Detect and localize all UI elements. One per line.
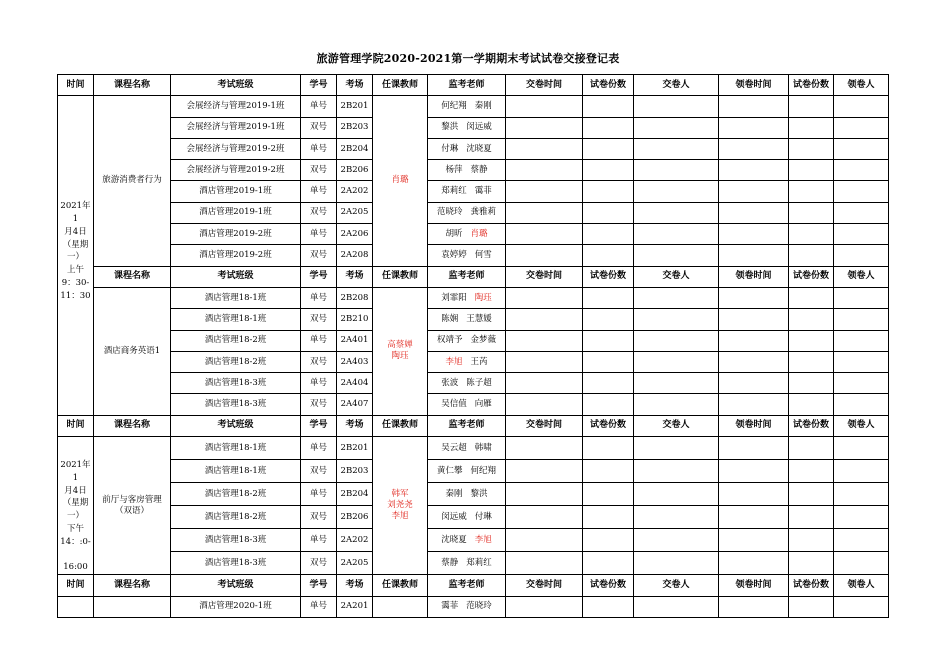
- submit-copies-cell[interactable]: [583, 117, 634, 138]
- collector-cell[interactable]: [834, 202, 889, 223]
- submit-copies-cell[interactable]: [583, 245, 634, 266]
- collect-time-cell[interactable]: [719, 460, 789, 483]
- collect-time-cell[interactable]: [719, 373, 789, 394]
- column-header: 领卷时间: [719, 75, 789, 96]
- exam-room-cell: 2A205: [337, 202, 373, 223]
- header-row: [58, 266, 889, 287]
- submit-time-cell[interactable]: [506, 506, 583, 529]
- collector-cell[interactable]: [834, 181, 889, 202]
- exam-class-cell: 酒店管理2020-1班: [171, 596, 301, 617]
- collector-cell[interactable]: [834, 529, 889, 552]
- collect-time-cell[interactable]: [719, 202, 789, 223]
- collector-cell[interactable]: [834, 330, 889, 351]
- submit-copies-cell[interactable]: [583, 160, 634, 181]
- table-row: [58, 460, 889, 483]
- exam-class-cell: 酒店管理18-2班: [171, 330, 301, 351]
- table-row: [58, 596, 889, 617]
- column-header: 考场: [337, 415, 373, 436]
- submit-time-cell[interactable]: [506, 287, 583, 308]
- submit-time-cell[interactable]: [506, 224, 583, 245]
- submit-copies-cell[interactable]: [583, 460, 634, 483]
- student-id-parity-cell: 单号: [301, 373, 337, 394]
- exam-room-cell: 2A208: [337, 245, 373, 266]
- submit-copies-cell[interactable]: [583, 483, 634, 506]
- collector-cell[interactable]: [834, 506, 889, 529]
- collect-time-cell[interactable]: [719, 181, 789, 202]
- submitter-cell[interactable]: [634, 596, 719, 617]
- column-header: 领卷人: [834, 266, 889, 287]
- exam-room-cell: 2A403: [337, 351, 373, 372]
- collect-time-cell[interactable]: [719, 330, 789, 351]
- collect-time-cell[interactable]: [719, 287, 789, 308]
- exam-class-cell: 酒店管理2019-2班: [171, 224, 301, 245]
- proctor-cell: 权靖予 金梦薇: [428, 330, 506, 351]
- collect-copies-cell[interactable]: [789, 160, 834, 181]
- column-header: 试卷份数: [789, 415, 834, 436]
- submit-time-cell[interactable]: [506, 202, 583, 223]
- collect-copies-cell[interactable]: [789, 351, 834, 372]
- collect-copies-cell[interactable]: [789, 245, 834, 266]
- column-header: 任课教师: [373, 415, 428, 436]
- exam-class-cell: 会展经济与管理2019-1班: [171, 96, 301, 117]
- exam-room-cell: 2B201: [337, 437, 373, 460]
- exam-room-cell: 2A407: [337, 394, 373, 415]
- collect-copies-cell[interactable]: [789, 330, 834, 351]
- exam-class-cell: 酒店管理18-1班: [171, 287, 301, 308]
- submit-copies-cell[interactable]: [583, 287, 634, 308]
- collector-cell[interactable]: [834, 224, 889, 245]
- submit-time-cell[interactable]: [506, 96, 583, 117]
- submit-copies-cell[interactable]: [583, 224, 634, 245]
- table-row: [58, 351, 889, 372]
- column-header: 课程名称: [94, 75, 171, 96]
- collect-copies-cell[interactable]: [789, 596, 834, 617]
- submit-copies-cell[interactable]: [583, 138, 634, 159]
- collect-time-cell[interactable]: [719, 394, 789, 415]
- course-name-cell: 旅游消费者行为: [94, 96, 171, 266]
- submitter-cell[interactable]: [634, 529, 719, 552]
- course-name-cell: 酒店商务英语1: [94, 287, 171, 415]
- exam-class-cell: 酒店管理18-3班: [171, 552, 301, 575]
- collect-copies-cell[interactable]: [789, 309, 834, 330]
- column-header: 交卷时间: [506, 415, 583, 436]
- collect-time-cell[interactable]: [719, 529, 789, 552]
- collector-cell[interactable]: [834, 287, 889, 308]
- column-header: 任课教师: [373, 266, 428, 287]
- course-name-cell: 前厅与客房管理 （双语）: [94, 437, 171, 575]
- submitter-cell[interactable]: [634, 373, 719, 394]
- column-header: 试卷份数: [583, 266, 634, 287]
- submitter-cell[interactable]: [634, 552, 719, 575]
- column-header: 交卷时间: [506, 75, 583, 96]
- submit-copies-cell[interactable]: [583, 309, 634, 330]
- exam-class-cell: 会展经济与管理2019-2班: [171, 160, 301, 181]
- proctor-cell: 郑莉红 霭菲: [428, 181, 506, 202]
- column-header: 交卷人: [634, 266, 719, 287]
- column-header: 考场: [337, 266, 373, 287]
- student-id-parity-cell: 双号: [301, 160, 337, 181]
- table-row: [58, 309, 889, 330]
- student-id-parity-cell: 双号: [301, 351, 337, 372]
- collector-cell[interactable]: [834, 596, 889, 617]
- proctor-cell: 何纪翔 秦刚: [428, 96, 506, 117]
- submit-copies-cell[interactable]: [583, 596, 634, 617]
- column-header: 考试班级: [171, 415, 301, 436]
- exam-room-cell: 2A404: [337, 373, 373, 394]
- exam-room-cell: 2B203: [337, 460, 373, 483]
- submit-copies-cell[interactable]: [583, 181, 634, 202]
- header-row: [58, 575, 889, 596]
- instructor-cell: [373, 596, 428, 617]
- column-header: 试卷份数: [789, 266, 834, 287]
- exam-room-cell: 2B203: [337, 117, 373, 138]
- column-header: 考试班级: [171, 75, 301, 96]
- column-header: 交卷时间: [506, 575, 583, 596]
- student-id-parity-cell: 单号: [301, 224, 337, 245]
- collect-copies-cell[interactable]: [789, 373, 834, 394]
- student-id-parity-cell: 双号: [301, 552, 337, 575]
- table-row: [58, 287, 889, 308]
- collector-cell[interactable]: [834, 483, 889, 506]
- proctor-cell: 胡昕 肖璐: [428, 224, 506, 245]
- collect-copies-cell[interactable]: [789, 394, 834, 415]
- column-header: 时间: [58, 415, 94, 436]
- collect-copies-cell[interactable]: [789, 202, 834, 223]
- submit-copies-cell[interactable]: [583, 552, 634, 575]
- column-header: 课程名称: [94, 266, 171, 287]
- column-header: 任课教师: [373, 575, 428, 596]
- collect-copies-cell[interactable]: [789, 181, 834, 202]
- exam-class-cell: 酒店管理18-3班: [171, 373, 301, 394]
- exam-room-cell: 2B206: [337, 506, 373, 529]
- table-row: [58, 160, 889, 181]
- collector-cell[interactable]: [834, 245, 889, 266]
- submit-time-cell[interactable]: [506, 483, 583, 506]
- submitter-cell[interactable]: [634, 287, 719, 308]
- table-row: [58, 437, 889, 460]
- column-header: 课程名称: [94, 415, 171, 436]
- column-header: 试卷份数: [789, 575, 834, 596]
- submit-copies-cell[interactable]: [583, 529, 634, 552]
- submitter-cell[interactable]: [634, 330, 719, 351]
- exam-handover-table: [57, 74, 889, 618]
- collect-copies-cell[interactable]: [789, 506, 834, 529]
- collect-copies-cell[interactable]: [789, 287, 834, 308]
- submit-time-cell[interactable]: [506, 373, 583, 394]
- exam-room-cell: 2B204: [337, 483, 373, 506]
- submitter-cell[interactable]: [634, 437, 719, 460]
- collect-time-cell[interactable]: [719, 552, 789, 575]
- collect-time-cell[interactable]: [719, 117, 789, 138]
- column-header: 领卷时间: [719, 575, 789, 596]
- student-id-parity-cell: 单号: [301, 437, 337, 460]
- collector-cell[interactable]: [834, 437, 889, 460]
- submitter-cell[interactable]: [634, 483, 719, 506]
- exam-class-cell: 酒店管理18-3班: [171, 394, 301, 415]
- student-id-parity-cell: 双号: [301, 117, 337, 138]
- submitter-cell[interactable]: [634, 506, 719, 529]
- collect-copies-cell[interactable]: [789, 483, 834, 506]
- submitter-cell[interactable]: [634, 309, 719, 330]
- proctor-cell: 刘霏阳 陶珏: [428, 287, 506, 308]
- table-row: [58, 202, 889, 223]
- exam-room-cell: 2B210: [337, 309, 373, 330]
- collect-copies-cell[interactable]: [789, 96, 834, 117]
- column-header: 试卷份数: [583, 415, 634, 436]
- collector-cell[interactable]: [834, 552, 889, 575]
- submitter-cell[interactable]: [634, 245, 719, 266]
- submit-copies-cell[interactable]: [583, 330, 634, 351]
- submit-time-cell[interactable]: [506, 117, 583, 138]
- column-header: 时间: [58, 575, 94, 596]
- student-id-parity-cell: 单号: [301, 596, 337, 617]
- collector-cell[interactable]: [834, 394, 889, 415]
- student-id-parity-cell: 双号: [301, 506, 337, 529]
- student-id-parity-cell: 单号: [301, 287, 337, 308]
- exam-class-cell: 酒店管理18-3班: [171, 529, 301, 552]
- exam-time-cell: [58, 596, 94, 617]
- student-id-parity-cell: 单号: [301, 96, 337, 117]
- column-header: 任课教师: [373, 75, 428, 96]
- submit-time-cell[interactable]: [506, 394, 583, 415]
- instructor-cell: 高蔡婵 陶珏: [373, 287, 428, 415]
- exam-class-cell: 酒店管理18-2班: [171, 506, 301, 529]
- collector-cell[interactable]: [834, 117, 889, 138]
- proctor-cell: 张波 陈子超: [428, 373, 506, 394]
- collect-time-cell[interactable]: [719, 224, 789, 245]
- proctor-cell: 杨萍 蔡静: [428, 160, 506, 181]
- instructor-cell: 韩军 刘尧尧 李旭: [373, 437, 428, 575]
- table-row: [58, 394, 889, 415]
- table-row: [58, 96, 889, 117]
- table-row: [58, 529, 889, 552]
- exam-class-cell: 酒店管理18-2班: [171, 483, 301, 506]
- submitter-cell[interactable]: [634, 117, 719, 138]
- table-row: [58, 330, 889, 351]
- student-id-parity-cell: 双号: [301, 394, 337, 415]
- student-id-parity-cell: 单号: [301, 529, 337, 552]
- collect-time-cell[interactable]: [719, 138, 789, 159]
- proctor-cell: 秦刚 黎洪: [428, 483, 506, 506]
- table-row: [58, 552, 889, 575]
- collect-copies-cell[interactable]: [789, 529, 834, 552]
- submit-time-cell[interactable]: [506, 309, 583, 330]
- exam-room-cell: 2A206: [337, 224, 373, 245]
- collect-time-cell[interactable]: [719, 506, 789, 529]
- submit-time-cell[interactable]: [506, 460, 583, 483]
- exam-class-cell: 酒店管理2019-1班: [171, 202, 301, 223]
- column-header: 学号: [301, 75, 337, 96]
- student-id-parity-cell: 单号: [301, 181, 337, 202]
- exam-class-cell: 酒店管理18-1班: [171, 309, 301, 330]
- collect-time-cell[interactable]: [719, 96, 789, 117]
- submit-time-cell[interactable]: [506, 330, 583, 351]
- table-row: [58, 245, 889, 266]
- column-header: 交卷时间: [506, 266, 583, 287]
- column-header: 监考老师: [428, 575, 506, 596]
- table-row: [58, 117, 889, 138]
- submit-time-cell[interactable]: [506, 160, 583, 181]
- collect-copies-cell[interactable]: [789, 552, 834, 575]
- submitter-cell[interactable]: [634, 181, 719, 202]
- column-header: 交卷人: [634, 75, 719, 96]
- collect-copies-cell[interactable]: [789, 460, 834, 483]
- column-header: 领卷时间: [719, 266, 789, 287]
- student-id-parity-cell: 双号: [301, 245, 337, 266]
- exam-time-cell: 2021年 1 月4日 （星期 一） 下午 14：:0- 16:00: [58, 437, 94, 575]
- collector-cell[interactable]: [834, 351, 889, 372]
- submit-time-cell[interactable]: [506, 529, 583, 552]
- column-header: 监考老师: [428, 75, 506, 96]
- submit-time-cell[interactable]: [506, 437, 583, 460]
- course-name-cell: [94, 596, 171, 617]
- column-header: 监考老师: [428, 415, 506, 436]
- column-header: 学号: [301, 415, 337, 436]
- exam-class-cell: 酒店管理2019-2班: [171, 245, 301, 266]
- collect-copies-cell[interactable]: [789, 224, 834, 245]
- table-row: [58, 224, 889, 245]
- column-header: 交卷人: [634, 575, 719, 596]
- proctor-cell: 沈晓夏 李旭: [428, 529, 506, 552]
- submitter-cell[interactable]: [634, 202, 719, 223]
- exam-room-cell: 2B204: [337, 138, 373, 159]
- submit-copies-cell[interactable]: [583, 506, 634, 529]
- collect-time-cell[interactable]: [719, 160, 789, 181]
- table-row: [58, 373, 889, 394]
- exam-class-cell: 酒店管理2019-1班: [171, 181, 301, 202]
- column-header: 领卷人: [834, 75, 889, 96]
- exam-class-cell: 酒店管理18-1班: [171, 460, 301, 483]
- student-id-parity-cell: 单号: [301, 138, 337, 159]
- exam-class-cell: 会展经济与管理2019-2班: [171, 138, 301, 159]
- exam-room-cell: 2A201: [337, 596, 373, 617]
- column-header: 考试班级: [171, 575, 301, 596]
- submit-time-cell[interactable]: [506, 245, 583, 266]
- proctor-cell: 黄仁攀 何纪翔: [428, 460, 506, 483]
- exam-room-cell: 2B201: [337, 96, 373, 117]
- column-header: 领卷人: [834, 415, 889, 436]
- collector-cell[interactable]: [834, 160, 889, 181]
- submitter-cell[interactable]: [634, 138, 719, 159]
- submitter-cell[interactable]: [634, 394, 719, 415]
- proctor-cell: 陈娴 王慧媛: [428, 309, 506, 330]
- column-header: 学号: [301, 266, 337, 287]
- submit-copies-cell[interactable]: [583, 394, 634, 415]
- exam-class-cell: 会展经济与管理2019-1班: [171, 117, 301, 138]
- proctor-cell: 吴云超 韩啸: [428, 437, 506, 460]
- submitter-cell[interactable]: [634, 96, 719, 117]
- exam-room-cell: 2A205: [337, 552, 373, 575]
- collector-cell[interactable]: [834, 309, 889, 330]
- exam-time-cell: 2021年 1 月4日 （星期 一） 上午 9：30- 11：30: [58, 96, 94, 415]
- table-row: [58, 483, 889, 506]
- student-id-parity-cell: 单号: [301, 330, 337, 351]
- collector-cell[interactable]: [834, 96, 889, 117]
- column-header: 课程名称: [94, 575, 171, 596]
- column-header: 交卷人: [634, 415, 719, 436]
- proctor-cell: 袁婷婷 何雪: [428, 245, 506, 266]
- submit-time-cell[interactable]: [506, 351, 583, 372]
- column-header: 试卷份数: [789, 75, 834, 96]
- submitter-cell[interactable]: [634, 224, 719, 245]
- column-header: 考场: [337, 575, 373, 596]
- column-header: 监考老师: [428, 266, 506, 287]
- exam-room-cell: 2B208: [337, 287, 373, 308]
- submit-time-cell[interactable]: [506, 138, 583, 159]
- collect-copies-cell[interactable]: [789, 437, 834, 460]
- exam-room-cell: 2A202: [337, 529, 373, 552]
- page-title: 旅游管理学院2020-2021第一学期期末考试试卷交接登记表: [316, 52, 620, 65]
- proctor-cell: 黎洪 闵远威: [428, 117, 506, 138]
- column-header: 试卷份数: [583, 575, 634, 596]
- exam-room-cell: 2B206: [337, 160, 373, 181]
- proctor-cell: 付琳 沈晓夏: [428, 138, 506, 159]
- table-row: [58, 138, 889, 159]
- collect-time-cell[interactable]: [719, 437, 789, 460]
- submit-copies-cell[interactable]: [583, 202, 634, 223]
- table-row: [58, 506, 889, 529]
- student-id-parity-cell: 单号: [301, 483, 337, 506]
- submitter-cell[interactable]: [634, 460, 719, 483]
- collect-time-cell[interactable]: [719, 309, 789, 330]
- submit-copies-cell[interactable]: [583, 351, 634, 372]
- column-header: 考场: [337, 75, 373, 96]
- collector-cell[interactable]: [834, 460, 889, 483]
- column-header: 领卷时间: [719, 415, 789, 436]
- collector-cell[interactable]: [834, 373, 889, 394]
- header-row: [58, 75, 889, 96]
- column-header: 考试班级: [171, 266, 301, 287]
- proctor-cell: 蔡静 郑莉红: [428, 552, 506, 575]
- submit-time-cell[interactable]: [506, 181, 583, 202]
- collect-copies-cell[interactable]: [789, 117, 834, 138]
- student-id-parity-cell: 双号: [301, 309, 337, 330]
- proctor-cell: 范晓玲 龚雅莉: [428, 202, 506, 223]
- header-row: [58, 415, 889, 436]
- exam-class-cell: 酒店管理18-1班: [171, 437, 301, 460]
- submit-time-cell[interactable]: [506, 552, 583, 575]
- submit-copies-cell[interactable]: [583, 373, 634, 394]
- proctor-cell: 李旭 王芮: [428, 351, 506, 372]
- collector-cell[interactable]: [834, 138, 889, 159]
- column-header: 领卷人: [834, 575, 889, 596]
- exam-room-cell: 2A401: [337, 330, 373, 351]
- proctor-cell: 吴信值 向雁: [428, 394, 506, 415]
- proctor-cell: 闵远威 付琳: [428, 506, 506, 529]
- submitter-cell[interactable]: [634, 160, 719, 181]
- column-header: 学号: [301, 575, 337, 596]
- submit-time-cell[interactable]: [506, 596, 583, 617]
- instructor-cell: 肖璐: [373, 96, 428, 266]
- collect-time-cell[interactable]: [719, 351, 789, 372]
- collect-time-cell[interactable]: [719, 483, 789, 506]
- table-row: [58, 181, 889, 202]
- column-header: 时间: [58, 75, 94, 96]
- exam-class-cell: 酒店管理18-2班: [171, 351, 301, 372]
- student-id-parity-cell: 双号: [301, 460, 337, 483]
- submit-copies-cell[interactable]: [583, 437, 634, 460]
- student-id-parity-cell: 双号: [301, 202, 337, 223]
- column-header: 试卷份数: [583, 75, 634, 96]
- submitter-cell[interactable]: [634, 351, 719, 372]
- proctor-cell: 霭菲 范晓玲: [428, 596, 506, 617]
- exam-room-cell: 2A202: [337, 181, 373, 202]
- submit-copies-cell[interactable]: [583, 96, 634, 117]
- collect-time-cell[interactable]: [719, 596, 789, 617]
- collect-time-cell[interactable]: [719, 245, 789, 266]
- collect-copies-cell[interactable]: [789, 138, 834, 159]
